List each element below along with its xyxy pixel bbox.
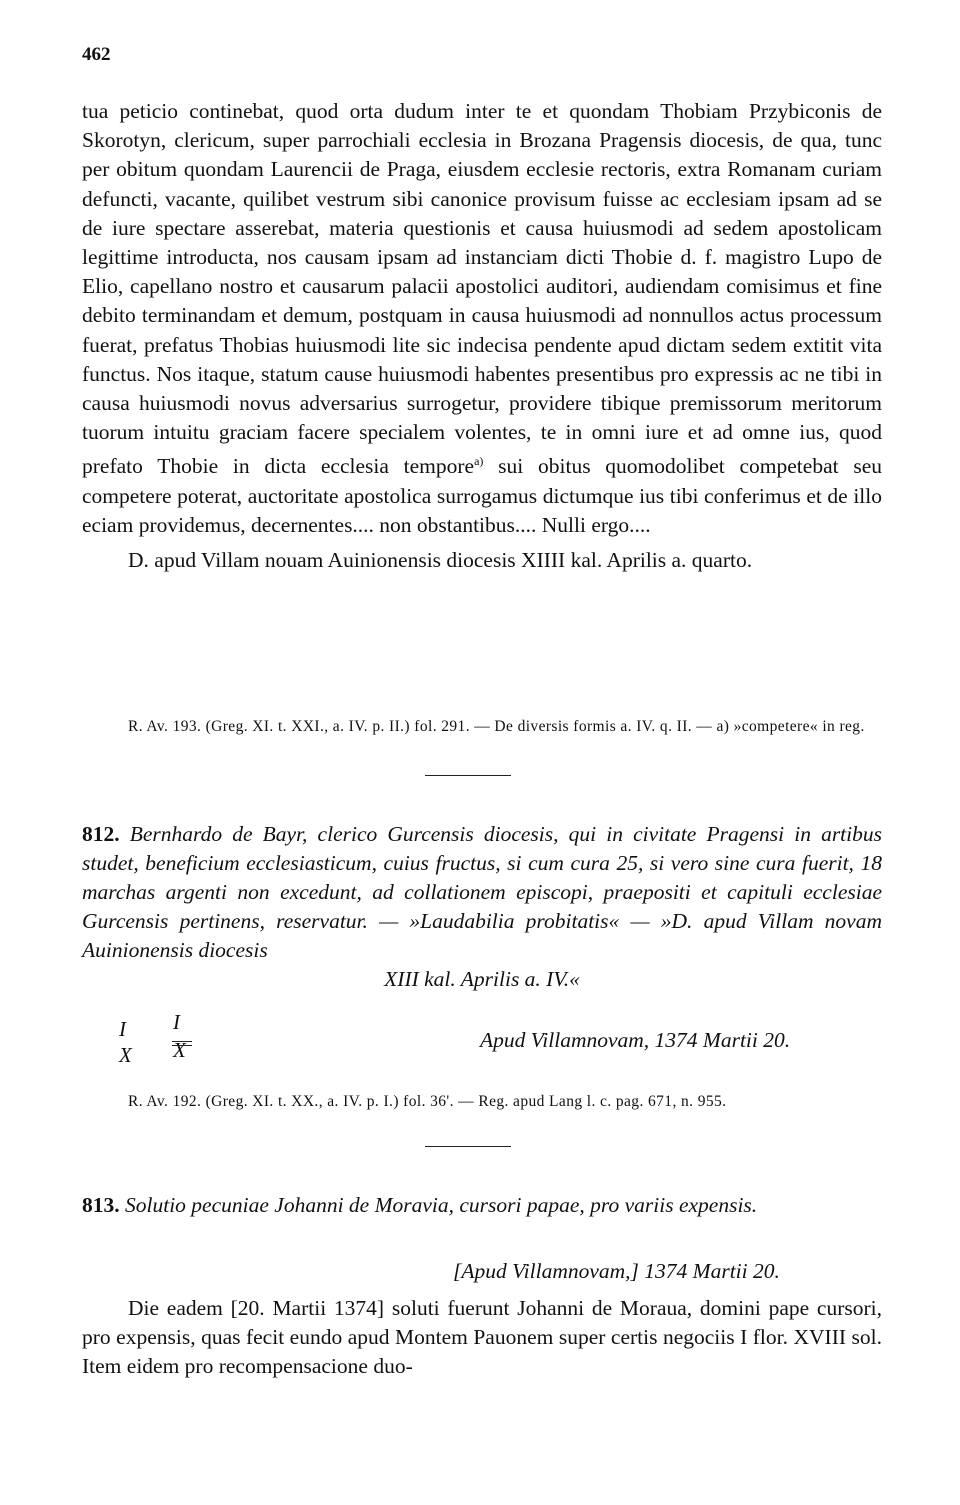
entry-812-number: 812. bbox=[82, 822, 120, 846]
fraction-right-top: I bbox=[173, 1010, 180, 1034]
fraction-left-bottom: X bbox=[119, 1043, 132, 1067]
entry-811-text bbox=[82, 97, 882, 540]
entry-812-source-text: R. Av. 192. (Greg. XI. t. XX., a. IV. p. I.) fol. 36'. — Reg. apud Lang l. c. pag. 671, n. 955. bbox=[128, 1093, 727, 1110]
entry-811-body bbox=[82, 97, 882, 575]
entry-813-text: Die eadem [20. Martii 1374] soluti fuerunt Johanni de Moraua, domini pape cursori, pro expensis, quas fecit eundo apud Montem Pauonem super certis negociis I flor. XVIII sol. Item eidem pro recompensacione duo- bbox=[82, 1296, 882, 1379]
entry-813-header bbox=[82, 1191, 882, 1220]
roman-fraction-left bbox=[119, 1017, 132, 1069]
entry-813-summary: Solutio pecuniae Johanni de Moravia, cursori papae, pro variis expensis. bbox=[125, 1193, 758, 1217]
entry-811-source-note bbox=[82, 716, 882, 737]
entry-812-summary: Bernhardo de Bayr, clerico Gurcensis diocesis, qui in civitate Pragensi in artibus studet, beneficium ecclesiasticum, cuius fructus, si cum cura 25, si vero sine cura fuerit, 18 marchas argenti non excedunt, ad collationem episcopi, praepositi et capituli ecclesiae Gurcensis pertinens, reservatur. — »Laudabilia probitatis« — »D. apud Villam novam Auinionensis diocesis bbox=[82, 822, 882, 962]
separator-rule bbox=[425, 775, 511, 776]
page-number: 462 bbox=[82, 44, 111, 65]
entry-813-date: [Apud Villamnovam,] 1374 Martii 20. bbox=[453, 1259, 780, 1283]
entry-812-header bbox=[82, 820, 882, 994]
entry-812-date: Apud Villamnovam, 1374 Martii 20. bbox=[480, 1028, 791, 1052]
entry-811-source-text: R. Av. 193. (Greg. XI. t. XXI., a. IV. p. II.) fol. 291. — De diversis formis a. IV. q. II. — a) »competere« in reg. bbox=[128, 718, 865, 735]
entry-813-number: 813. bbox=[82, 1193, 120, 1217]
entry-813-body bbox=[82, 1294, 882, 1382]
fraction-bar-2 bbox=[172, 1045, 192, 1046]
entry-812-source-note bbox=[82, 1091, 882, 1112]
footnote-marker: a) bbox=[474, 454, 484, 469]
fraction-left-top: I bbox=[119, 1017, 126, 1041]
roman-fraction-right bbox=[173, 1010, 186, 1064]
entry-811-text-a: tua peticio continebat, quod orta dudum inter te et quondam Thobiam Przybiconis de Skorotyn, clericum, super parrochiali ecclesia in Brozana Pragensis diocesis, de qua, tunc per obitum quondam Laurencii de Praga, eiusdem ecclesie rectoris, extra Romanam curiam defuncti, vacante, quilibet vestrum sibi canonice provisum fuisse ac ecclesiam ipsam ad se de iure spectare asserebat, materia questionis et causa huiusmodi ad sedem apostolicam legittime introducta, nos causam ipsam ad instanciam dicti Thobie d. f. magistro Lupo de Elio, capellano nostro et causarum palacii apostolici auditori, audiendam comisimus et fine debito terminandam et demum, postquam in causa huiusmodi ad nonnullos actus processum fuerat, prefatus Thobias huiusmodi lite sic indecisa pendente apud dictam sedem extitit vita functus. Nos itaque, statum cause huiusmodi habentes presentibus pro expressis ac ne tibi in causa huiusmodi novus adversarius surrogetur, providere tibique premissorum meritorum tuorum intuitu graciam facere specialem volentes, te in omni iure et ad omne ius, quod prefato Thobie in dicta ecclesia tempore bbox=[82, 99, 882, 479]
fraction-right-bottom: X bbox=[173, 1038, 186, 1062]
entry-811-dating: D. apud Villam nouam Auinionensis diocesis XIIII kal. Aprilis a. quarto. bbox=[128, 548, 753, 573]
entry-811-text-b: sui obitus quomodolibet competebat seu competere poterat, auctoritate apostolica surrogamus dictumque ius tibi conferimus et de illo eciam providemus, decernentes.... non obstantibus.... Nulli ergo.... bbox=[82, 454, 882, 537]
separator-rule-2 bbox=[425, 1146, 511, 1147]
fraction-bar-1 bbox=[172, 1041, 192, 1042]
entry-812-summary-last: XIII kal. Aprilis a. IV.« bbox=[384, 967, 580, 991]
